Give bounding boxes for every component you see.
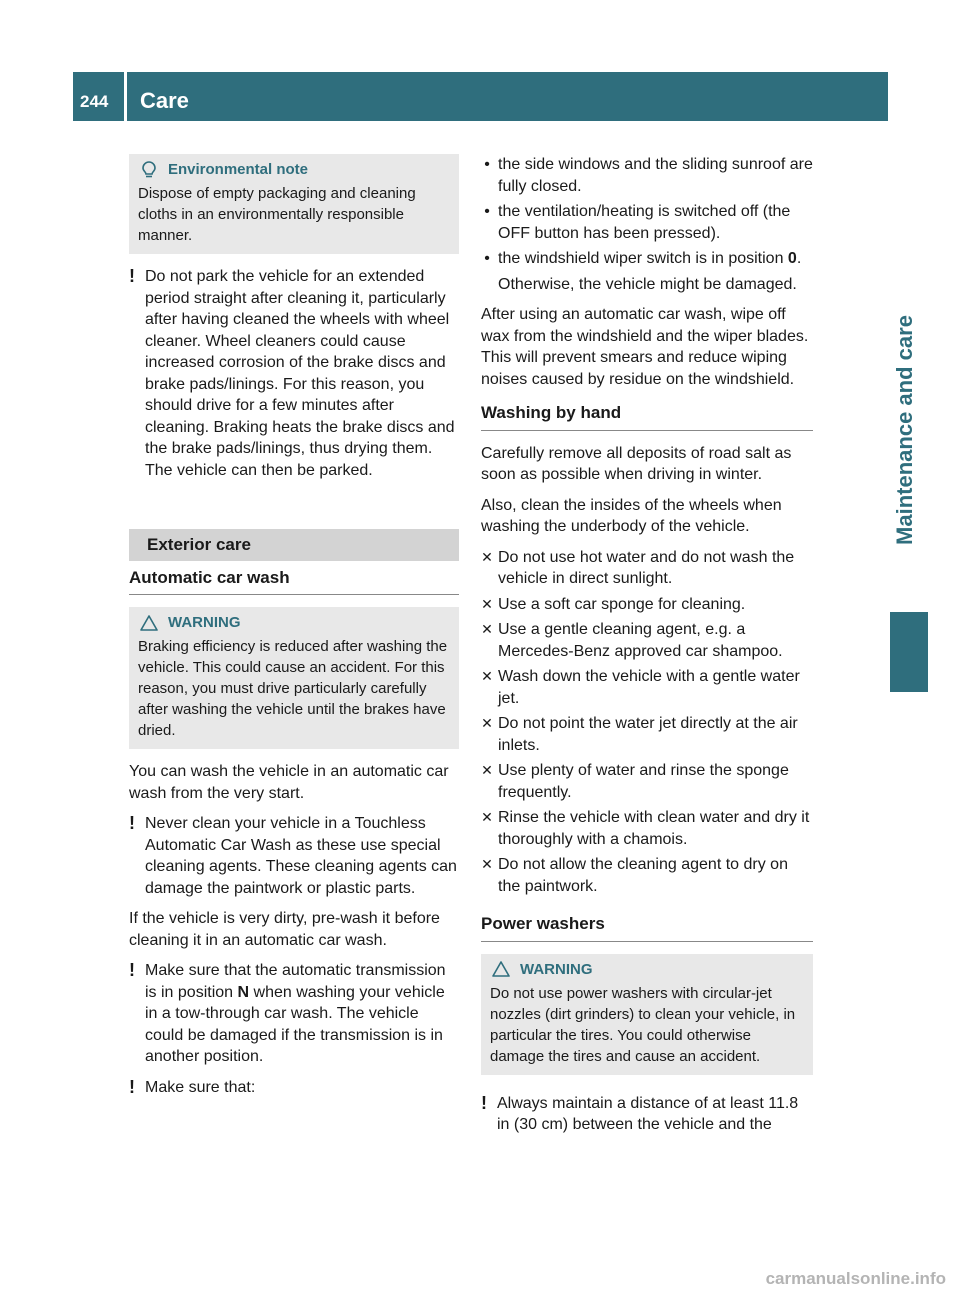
exclamation-icon: ! [129,266,135,286]
list-item: ✕ Use a gentle cleaning agent, e.g. a Mercedes-Benz approved car shampoo. [481,619,813,662]
list-item: ✕ Wash down the vehicle with a gentle water jet. [481,666,813,709]
list-item: • the side windows and the sliding sunroof are fully closed. [484,156,813,195]
warning-triangle-icon [490,959,512,979]
environmental-note [129,154,459,254]
header-separator [124,72,127,121]
step-arrow-icon: ✕ [481,621,493,637]
list-item: ✕ Do not point the water jet directly at the air inlets. [481,713,813,756]
warning-title: WARNING [520,960,593,978]
header-bar [73,72,888,121]
exclamation-icon: ! [481,1092,487,1113]
warning-triangle-icon [138,613,160,633]
list-item: ✕ Rinse the vehicle with clean water and dry it thoroughly with a chamois. [481,807,813,850]
warning-power-washers [481,954,813,1075]
step-arrow-icon: ✕ [481,715,493,731]
notice-transmission: ! Make sure that the automatic transmission is in position N when washing your vehicle in a tow-through car wash. The vehicle could be damaged if the transmission is in another position. [129,960,459,1068]
heading-automatic-car-wash: Automatic car wash [129,567,459,596]
warning-title: WARNING [168,614,241,631]
side-tab-block [890,612,928,692]
notice-distance: ! Always maintain a distance of at least 11.8 in (30 cm) between the vehicle and the [481,1093,813,1136]
list-item: ✕ Use a soft car sponge for cleaning. [481,594,813,616]
notice-park: ! Do not park the vehicle for an extended period straight after cleaning it, particularly after having cleaned the wheels with wheel cleaner. Wheel cleaners could cause increased corrosion of the brake discs and brake pads/linings. For this reason, you should drive for a few minutes after cleaning. Braking heats the brake discs and the brake pads/linings, thus drying them. The vehicle can then be parked. [129,266,459,481]
paragraph-road-salt: Carefully remove all deposits of road salt as soon as possible when driving in winter. [481,444,792,483]
steps-list [481,547,813,898]
heading-power-washers: Power washers [481,913,813,942]
heading-washing-by-hand: Washing by hand [481,402,813,431]
step-arrow-icon: ✕ [481,668,493,684]
exclamation-icon: ! [129,960,135,980]
exclamation-icon: ! [129,1076,135,1097]
list-item: • the ventilation/heating is switched off (the OFF button has been pressed). [484,203,791,242]
exclamation-icon: ! [129,813,135,833]
page-number: 244 [80,92,109,111]
paragraph-after-wash: After using an automatic car wash, wipe off wax from the windshield and the wiper blades. This will prevent smears and reduce wiping noises caused by residue on the windshield. [481,306,809,388]
paragraph-wheels: Also, clean the insides of the wheels when washing the underbody of the vehicle. [481,496,782,535]
watermark: carmanualsonline.info [765,1269,946,1288]
step-arrow-icon: ✕ [481,595,493,612]
note-title: Environmental note [168,161,309,178]
warning-braking [129,607,459,749]
step-arrow-icon: ✕ [481,856,493,872]
step-arrow-icon: ✕ [481,809,493,825]
list-item: • the windshield wiper switch is in position 0. [484,250,802,267]
notice-make-sure: ! Make sure that: [129,1076,256,1097]
list-item: ✕ Use plenty of water and rinse the sponge frequently. [481,760,813,803]
warning-text: Do not use power washers with circular-jet nozzles (dirt grinders) to clean your vehicle, in particular the tires. You could otherwise damage the tires and cause an accident. [490,984,796,1065]
left-column [129,154,459,1107]
section-title: Care [140,88,189,113]
list-item: ✕ Do not allow the cleaning agent to dry on the paintwork. [481,854,813,897]
notice-touchless: ! Never clean your vehicle in a Touchless Automatic Car Wash as these use special cleaning agents. These cleaning agents can damage the paintwork or plastic parts. [129,813,459,899]
right-column [481,154,813,1145]
lightbulb-icon [138,160,160,180]
paragraph-otherwise: Otherwise, the vehicle might be damaged. [498,275,797,293]
heading-exterior-care: Exterior care [129,529,459,561]
warning-text: Braking efficiency is reduced after washing the vehicle. This could cause an accident. For this reason, you must drive particularly carefully after washing the vehicle until the brakes have dried. [138,638,448,739]
note-text: Dispose of empty packaging and cleaning cloths in an environmentally responsible manner. [138,185,416,244]
list-item: ✕ Do not use hot water and do not wash the vehicle in direct sunlight. [481,547,813,590]
side-chapter-label: Maintenance and care [892,315,917,545]
step-arrow-icon: ✕ [481,548,493,565]
paragraph-wash-start: You can wash the vehicle in an automatic car wash from the very start. [129,763,449,802]
step-arrow-icon: ✕ [481,762,493,778]
paragraph-prewash: If the vehicle is very dirty, pre-wash it before cleaning it in an automatic car wash. [129,910,440,949]
